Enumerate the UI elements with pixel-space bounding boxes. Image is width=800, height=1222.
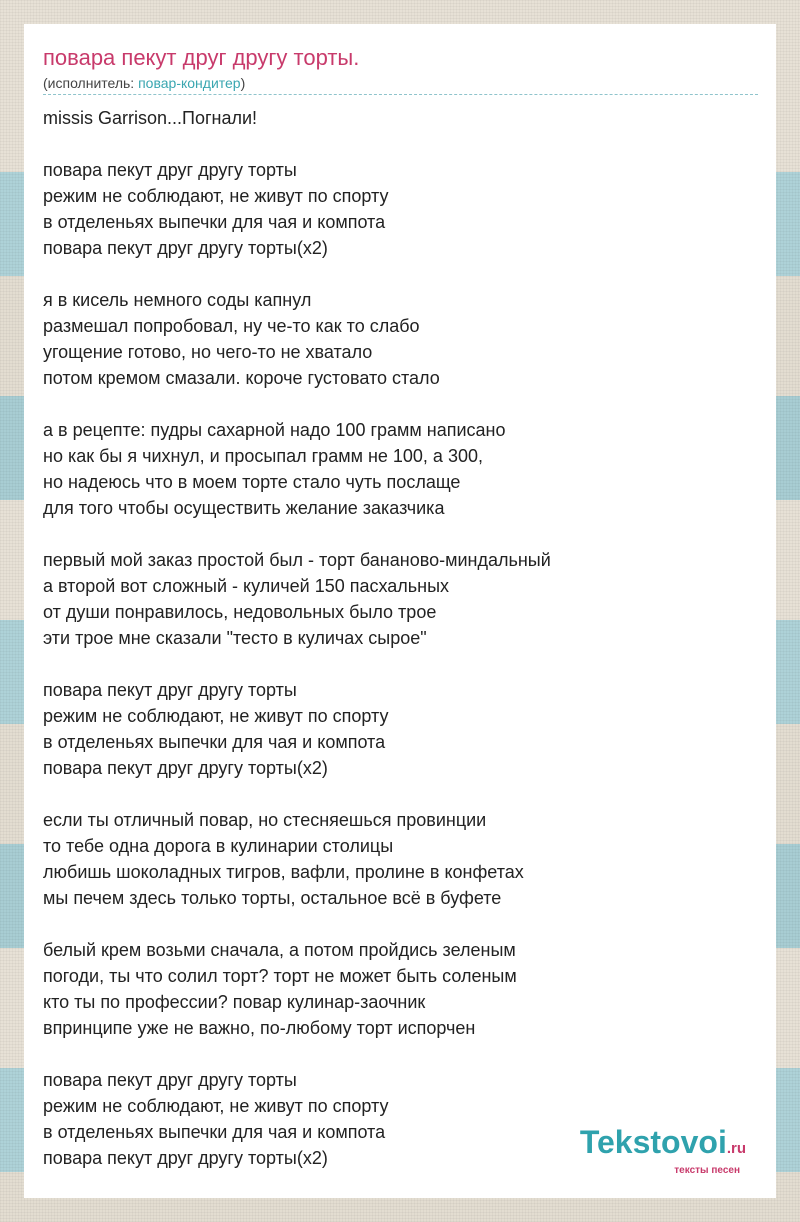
lyric-line: я в кисель немного соды капнул [43,290,312,310]
lyric-line: потом кремом смазали. короче густовато стало [43,368,440,388]
lyric-line: от души понравилось, недовольных было трое [43,602,437,622]
lyric-line [43,911,758,937]
logo-tagline: тексты песен [674,1165,740,1176]
lyric-line [43,131,758,157]
lyric-line: белый крем возьми сначала, а потом пройдись зеленым [43,940,516,960]
lyric-line: любишь шоколадных тигров, вафли, пролине в конфетах [43,862,524,882]
performer-link[interactable]: повар-кондитер [138,75,241,91]
lyric-line: то тебе одна дорога в кулинарии столицы [43,836,394,856]
lyric-line: кто ты по профессии? повар кулинар-заочник [43,992,426,1012]
title-divider [43,94,758,95]
song-title: повара пекут друг другу торты. [43,45,360,70]
lyric-line: если ты отличный повар, но стесняешься провинции [43,810,487,830]
lyrics-card [24,24,776,1198]
lyric-line: впринципе уже не важно, по-любому торт испорчен [43,1018,476,1038]
lyric-line: повара пекут друг другу торты [43,1070,297,1090]
performer-label: (исполнитель: [43,75,139,91]
performer-line [43,74,245,92]
lyric-line: угощение готово, но чего-то не хватало [43,342,373,362]
lyrics-text [43,105,758,1171]
performer-close: ) [240,75,246,91]
lyric-line: а второй вот сложный - куличей 150 пасхальных [43,576,450,596]
site-logo[interactable] [580,1125,746,1176]
lyric-line: мы печем здесь только торты, остальное всё в буфете [43,888,502,908]
lyric-line: повара пекут друг другу торты(x2) [43,1148,328,1168]
lyric-line: размешал попробовал, ну че-то как то слабо [43,316,420,336]
lyric-line: повара пекут друг другу торты [43,160,297,180]
lyric-line: режим не соблюдают, не живут по спорту [43,706,389,726]
lyric-line: повара пекут друг другу торты(x2) [43,758,328,778]
lyric-line: режим не соблюдают, не живут по спорту [43,1096,389,1116]
lyric-line: но как бы я чихнул, и просыпал грамм не 100, а 300, [43,446,483,466]
logo-suffix: .ru [726,1140,746,1157]
lyric-line: повара пекут друг другу торты(x2) [43,238,328,258]
lyric-line: для того чтобы осуществить желание заказчика [43,498,445,518]
lyric-line: режим не соблюдают, не живут по спорту [43,186,389,206]
lyric-line: эти трое мне сказали "тесто в куличах сырое" [43,628,427,648]
lyric-line: в отделеньях выпечки для чая и компота [43,732,386,752]
lyric-line: в отделеньях выпечки для чая и компота [43,212,386,232]
lyric-line [43,521,758,547]
lyric-line [43,651,758,677]
lyric-line: первый мой заказ простой был - торт бананово-миндальный [43,550,551,570]
lyric-line [43,391,758,417]
lyric-line: повара пекут друг другу торты [43,680,297,700]
lyric-line: но надеюсь что в моем торте стало чуть послаще [43,472,461,492]
lyric-line [43,261,758,287]
lyric-line [43,1041,758,1067]
lyric-line: missis Garrison...Погнали! [43,108,258,128]
lyric-line: в отделеньях выпечки для чая и компота [43,1122,386,1142]
lyric-line [43,781,758,807]
lyric-line: погоди, ты что солил торт? торт не может быть соленым [43,966,517,986]
lyric-line: а в рецепте: пудры сахарной надо 100 грамм написано [43,420,506,440]
logo-name: Tekstovoi [579,1124,727,1160]
